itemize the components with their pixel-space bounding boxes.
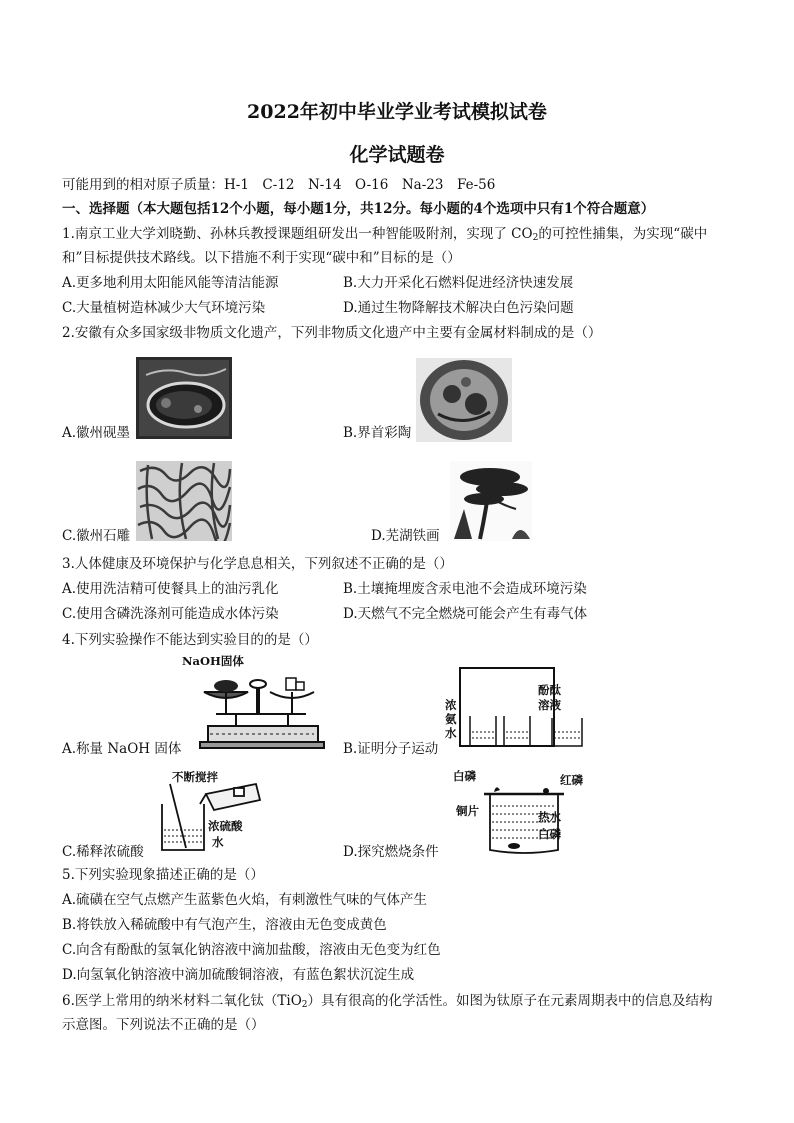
q1-stem-line2: 和”目标提供技术路线。以下措施不利于实现“碳中和”目标的是（） <box>62 250 461 266</box>
q6-stem-line1 <box>62 992 713 1014</box>
figC-label-water: 水 <box>212 835 224 849</box>
q6-stem-part2: ）具有很高的化学活性。如图为钛原子在元素周期表中的信息及结构 <box>307 993 713 1009</box>
figD-label-copper: 铜片 <box>456 804 479 818</box>
figB-label-nong: 浓 <box>445 698 457 712</box>
dilute-acid-diagram <box>156 780 266 854</box>
q3-stem: 3.人体健康及环境保护与化学息息相关，下列叙述不正确的是（） <box>62 556 453 572</box>
q5-option-c[interactable]: C.向含有酚酞的氢氧化钠溶液中滴加盐酸，溶液由无色变为红色 <box>62 942 441 958</box>
atomic-mass-line: 可能用到的相对原子质量：H-1 C-12 N-14 O-16 Na-23 Fe-56 <box>62 177 496 193</box>
figC-label-acid: 浓硫酸 <box>208 819 243 833</box>
figB-label-shui: 水 <box>445 726 457 740</box>
pottery-photo <box>416 358 512 442</box>
stone-carving-photo <box>136 461 232 541</box>
section-heading: 一、选择题（本大题包括12个小题，每小题1分，共12分。每小题的4个选项中只有1个符合题意） <box>62 201 655 217</box>
q3-option-c[interactable]: C.使用含磷洗涤剂可能造成水体污染 <box>62 606 279 622</box>
figC-label-stir: 不断搅拌 <box>172 770 218 784</box>
q4-option-b[interactable]: B.证明分子运动 <box>343 741 439 757</box>
figD-label-white-p2: 白磷 <box>538 827 561 841</box>
q5-option-b[interactable]: B.将铁放入稀硫酸中有气泡产生，溶液由无色变成黄色 <box>62 917 387 933</box>
exam-subtitle: 化学试题卷 <box>349 144 445 166</box>
q4-stem: 4.下列实验操作不能达到实验目的的是（） <box>62 632 318 648</box>
figA-naoh-label: NaOH固体 <box>182 654 244 668</box>
figB-label-solution: 溶液 <box>538 698 561 712</box>
ammonia-phenolphthalein-diagram <box>458 666 598 750</box>
q3-option-a[interactable]: A.使用洗洁精可使餐具上的油污乳化 <box>62 581 279 597</box>
q2-option-c[interactable]: C.徽州石雕 <box>62 528 131 544</box>
q5-option-d[interactable]: D.向氢氧化钠溶液中滴加硫酸铜溶液，有蓝色絮状沉淀生成 <box>62 967 415 983</box>
q1-option-d[interactable]: D.通过生物降解技术解决白色污染问题 <box>343 300 574 316</box>
q6-stem-line2: 示意图。下列说法不正确的是（） <box>62 1017 265 1033</box>
q3-option-d[interactable]: D.天燃气不完全燃烧可能会产生有毒气体 <box>343 606 588 622</box>
q2-option-a[interactable]: A.徽州砚墨 <box>62 425 131 441</box>
q2-option-b[interactable]: B.界首彩陶 <box>343 425 412 441</box>
figD-label-white-p1: 白磷 <box>453 769 476 783</box>
q1-option-a[interactable]: A.更多地利用太阳能风能等清洁能源 <box>62 275 279 291</box>
figD-label-red-p: 红磷 <box>560 773 583 787</box>
q6-subscript: 2 <box>301 1000 308 1010</box>
figD-label-hot-water: 热水 <box>538 810 561 824</box>
q1-stem-line1 <box>62 225 707 247</box>
q4-option-a[interactable]: A.称量 NaOH 固体 <box>62 741 182 757</box>
q6-stem-part1: 6.医学上常用的纳米材料二氧化钛（TiO <box>62 993 302 1009</box>
q2-option-d[interactable]: D.芜湖铁画 <box>371 528 440 544</box>
q1-subscript: 2 <box>532 233 539 243</box>
q1-option-b[interactable]: B.大力开采化石燃料促进经济快速发展 <box>343 275 574 291</box>
q1-stem-part1: 1.南京工业大学刘晓勤、孙林兵教授课题组研发出一种智能吸附剂，实现了 CO <box>62 226 533 242</box>
figB-label-phenolphthalein: 酚酞 <box>538 683 561 697</box>
iron-painting-photo <box>450 461 532 541</box>
q4-option-d[interactable]: D.探究燃烧条件 <box>343 844 439 860</box>
inkstone-photo <box>136 357 232 439</box>
q1-stem-part2: 的可控性捕集，为实现“碳中 <box>538 226 708 242</box>
q1-option-c[interactable]: C.大量植树造林减少大气环境污染 <box>62 300 266 316</box>
balance-diagram <box>196 668 326 750</box>
q4-option-c[interactable]: C.稀释浓硫酸 <box>62 844 144 860</box>
figB-label-an: 氨 <box>445 712 457 726</box>
q3-option-b[interactable]: B.土壤掩埋废含汞电池不会造成环境污染 <box>343 581 587 597</box>
q5-stem: 5.下列实验现象描述正确的是（） <box>62 867 264 883</box>
q2-stem: 2.安徽有众多国家级非物质文化遗产，下列非物质文化遗产中主要有金属材料制成的是（） <box>62 325 602 341</box>
q5-option-a[interactable]: A.硫磺在空气点燃产生蓝紫色火焰，有刺激性气味的气体产生 <box>62 892 428 908</box>
exam-title: 2022年初中毕业学业考试模拟试卷 <box>247 101 547 123</box>
